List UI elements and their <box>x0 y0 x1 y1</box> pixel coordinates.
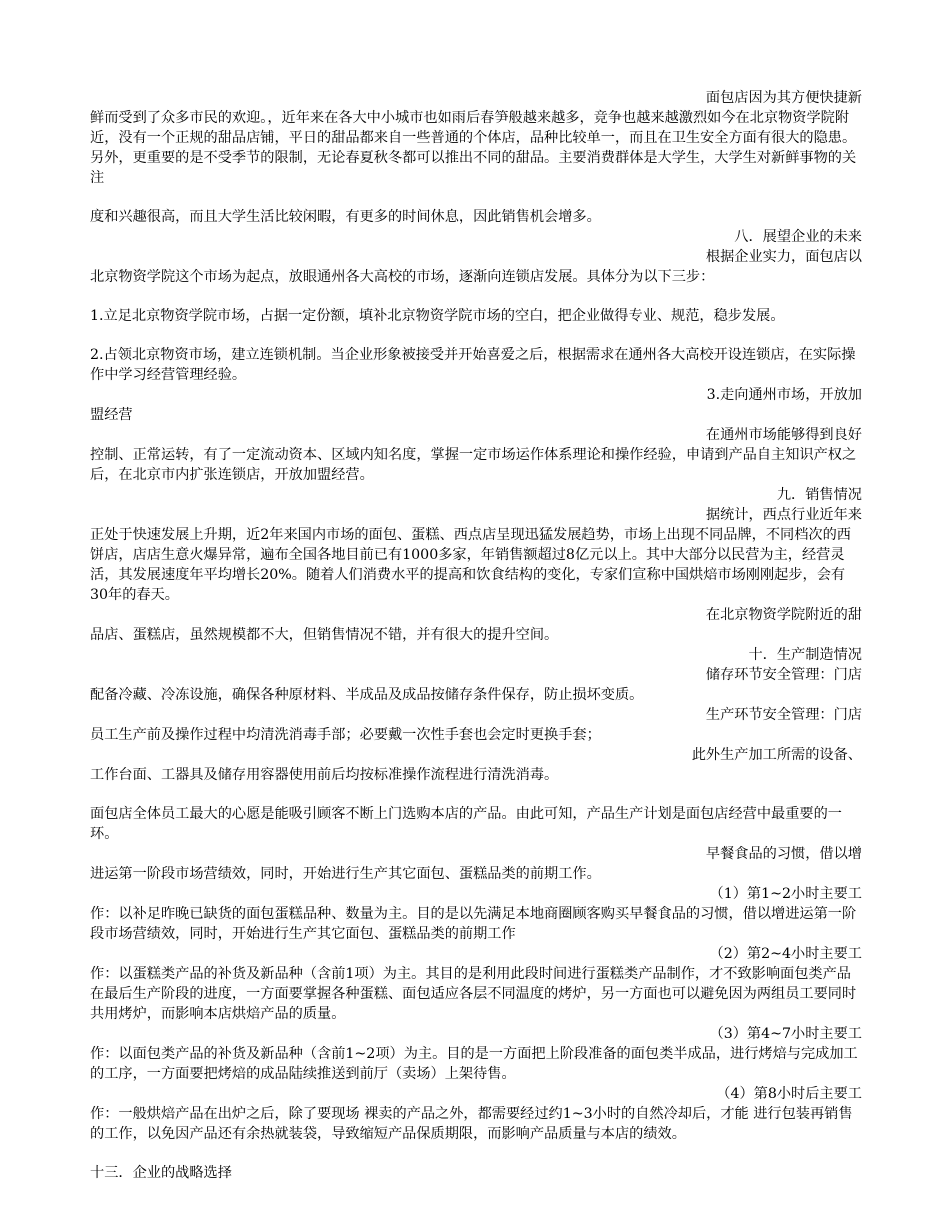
section-heading-9: 九．销售情况 <box>776 487 862 503</box>
paragraph: 配备冷藏、冷冻设施，确保各种原材料、半成品及成品按储存条件保存，防止损坏变质。 <box>90 687 644 703</box>
paragraph: 北京物资学院这个市场为起点，放眼通州各大高校的市场，逐渐向连锁店发展。具体分为以下三步： <box>90 269 715 285</box>
paragraph-lead: 根据企业实力，面包店以 <box>705 249 862 265</box>
paragraph-lead: 据统计，西点行业近年来 <box>705 507 862 523</box>
paragraph: 品店、蛋糕店，虽然规模都不大，但销售情况不错，并有很大的提升空间。 <box>90 627 559 643</box>
schedule-stage-2: 作：以蛋糕类产品的补货及新品种（含前1项）为主。其目的是利用此段时间进行蛋糕类产品制作，才不致影响面包类产品在最后生产阶段的进度，一方面要掌握各种蛋糕、面包适应各层不同温度的烤炉，另一方面也可以避免因为两组员工要同时共用烤炉，而影响本店烘焙产品的质量。 <box>90 966 857 1022</box>
section-heading-10: 十．生产制造情况 <box>748 647 862 663</box>
paragraph: 控制、正常运转，有了一定流动资本、区域内知名度，掌握一定市场运作体系理论和操作经验，申请到产品自主知识产权之后，在北京市内扩张连锁店，开放加盟经营。 <box>90 447 857 483</box>
list-item-step-3: 盟经营 <box>90 407 133 423</box>
paragraph: 面包店全体员工最大的心愿是能吸引顾客不断上门选购本店的产品。由此可知，产品生产计划是面包店经营中最重要的一环。 <box>90 806 842 842</box>
schedule-stage-4-lead: （4）第8小时后主要工 <box>716 1086 862 1102</box>
paragraph: 度和兴趣很高，而且大学生活比较闲暇，有更多的时间休息，因此销售机会增多。 <box>90 209 601 225</box>
paragraph-lead: 储存环节安全管理：门店 <box>705 667 862 683</box>
paragraph: 正处于快速发展上升期，近2年来国内市场的面包、蛋糕、西点店呈现迅猛发展趋势，市场上出现不同品牌，不同档次的西饼店，店店生意火爆异常，遍布全国各地目前已有1000多家，年销售额超过8亿元以上。其中大部分以民营为主，经营灵活，其发展速度年平均增长20%。随着人们消费水平的提高和饮食结构的变化，专家们宣称中国烘焙市场刚刚起步，会有30年的春天。 <box>90 527 851 603</box>
schedule-stage-1: 作：以补足昨晚已缺货的面包蛋糕品种、数量为主。目的是以先满足本地商圈顾客购买早餐食品的习惯，借以增进运第一阶段市场营绩效，同时，开始进行生产其它面包、蛋糕品类的前期工作 <box>90 906 857 942</box>
section-heading-8: 八．展望企业的未来 <box>734 229 862 245</box>
paragraph-lead: 在通州市场能够得到良好 <box>705 427 862 443</box>
paragraph: 员工生产前及操作过程中均清洗消毒手部；必要戴一次性手套也会定时更换手套； <box>90 727 601 743</box>
paragraph: 工作台面、工器具及储存用容器使用前后均按标准操作流程进行清洗消毒。 <box>90 767 559 783</box>
schedule-stage-3-lead: （3）第4~7小时主要工 <box>709 1026 862 1042</box>
paragraph-lead: 此外生产加工所需的设备、 <box>691 747 862 763</box>
list-item-step-2: 2.占领北京物资市场，建立连锁机制。当企业形象被接受并开始喜爱之后，根据需求在通州各大高校开设连锁店，在实际操作中学习经营管理经验。 <box>90 347 856 383</box>
paragraph: 进运第一阶段市场营绩效，同时，开始进行生产其它面包、蛋糕品类的前期工作。 <box>90 866 601 882</box>
paragraph-lead: 在北京物资学院附近的甜 <box>705 607 862 623</box>
schedule-stage-4: 作：一般烘焙产品在出炉之后，除了要现场 裸卖的产品之外，都需要经过约1~3小时的自然冷却后，才能 进行包装再销售的工作，以免因产品还有余热就装袋，导致缩短产品保质期限，而影响产品质量与本店的绩效。 <box>90 1106 853 1142</box>
paragraph-lead: 生产环节安全管理：门店 <box>705 707 862 723</box>
list-item-step-3-lead: 3.走向通州市场，开放加 <box>706 387 862 403</box>
schedule-stage-3: 作：以面包类产品的补货及新品种（含前1~2项）为主。目的是一方面把上阶段准备的面包类半成品，进行烤焙与完成加工的工序，一方面要把烤焙的成品陆续推送到前厅（卖场）上架待售。 <box>90 1046 858 1082</box>
paragraph-lead: 面包店因为其方便快捷新 <box>705 90 862 106</box>
list-item-step-1: 1.立足北京物资学院市场，占据一定份额，填补北京物资学院市场的空白，把企业做得专业、规范，稳步发展。 <box>90 308 785 324</box>
paragraph: 鲜而受到了众多市民的欢迎。，近年来在各大中小城市也如雨后春笋般越来越多，竞争也越来越激烈如今在北京物资学院附近，没有一个正规的甜品店铺，平日的甜品都来自一些普通的个体店，品种比较单一，而且在卫生安全方面有很大的隐患。另外，更重要的是不受季节的限制，无论春夏秋冬都可以推出不同的甜品。主要消费群体是大学生，大学生对新鲜事物的关注 <box>90 110 857 186</box>
schedule-stage-1-lead: （1）第1~2小时主要工 <box>709 886 862 902</box>
section-heading-13: 十三．企业的战略选择 <box>90 1165 232 1181</box>
schedule-stage-2-lead: （2）第2~4小时主要工 <box>709 946 862 962</box>
paragraph-lead: 早餐食品的习惯，借以增 <box>705 846 862 862</box>
document-page <box>90 88 862 1183</box>
